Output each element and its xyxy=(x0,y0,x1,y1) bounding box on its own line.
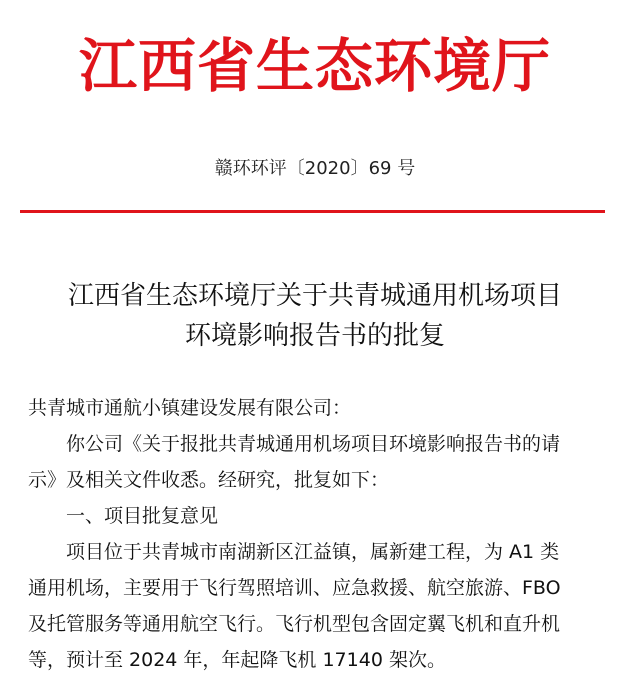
section-heading-1: 一、项目批复意见 xyxy=(66,505,219,527)
title-line-1: 江西省生态环境厅关于共青城通用机场项目 xyxy=(67,281,562,311)
title-line-2: 环境影响报告书的批复 xyxy=(184,321,445,351)
salutation: 共青城市通航小镇建设发展有限公司： xyxy=(28,397,352,419)
paragraph-2-line-2: 通用机场，主要用于飞行驾照培训、应急救援、航空旅游、FBO xyxy=(28,577,561,599)
paragraph-2-line-1: 项目位于共青城市南湖新区江益镇，属新建工程，为 A1 类 xyxy=(66,541,560,563)
document-body xyxy=(28,390,618,678)
document-number: 赣环环评〔2020〕69 号 xyxy=(214,158,416,179)
paragraph-2-line-3: 及托管服务等通用航空飞行。飞行机型包含固定翼飞机和直升机 xyxy=(28,613,561,635)
document-title xyxy=(0,276,630,356)
red-divider-line xyxy=(20,210,605,213)
paragraph-2-line-4: 等，预计至 2024 年，年起降飞机 17140 架次。 xyxy=(28,649,446,671)
paragraph-1-line-2: 示》及相关文件收悉。经研究，批复如下： xyxy=(28,469,390,491)
paragraph-1-line-1: 你公司《关于报批共青城通用机场项目环境影响报告书的请 xyxy=(66,433,561,455)
agency-masthead: 江西省生态环境厅 xyxy=(78,32,551,100)
